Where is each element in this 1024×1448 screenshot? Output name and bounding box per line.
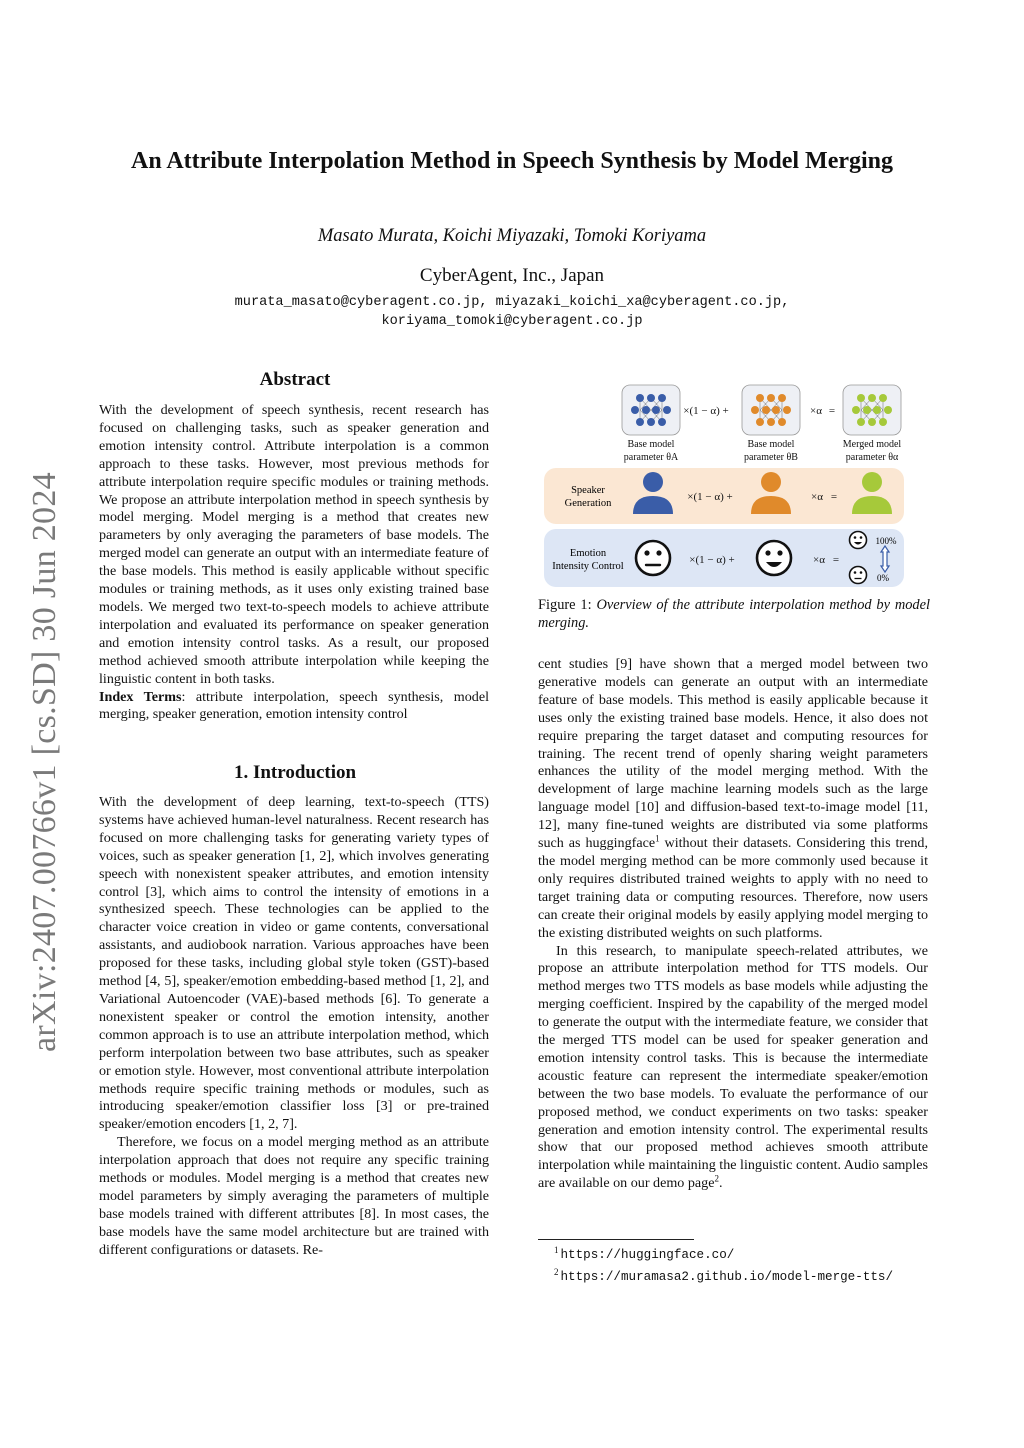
percent-top: 100% — [875, 536, 897, 546]
op-alpha: ×α — [811, 491, 823, 503]
footnote — [538, 1264, 958, 1286]
email-line: koriyama_tomoki@cyberagent.co.jp — [381, 314, 643, 329]
arxiv-stamp — [20, 462, 70, 1062]
index-terms-label: Index Terms — [99, 688, 182, 705]
op-one-minus-alpha: ×(1 − α) + — [683, 405, 729, 417]
affiliation: CyberAgent, Inc., Japan — [419, 265, 605, 286]
footnote-link[interactable]: https://muramasa2.github.io/model-merge-tts/ — [560, 1270, 894, 1285]
abstract-body: With the development of speech synthesis, recent research has focused on challenging tasks, such as speaker generation and emotion intensity control. Attribute interpolation is a common approach to these tasks. However, most previous methods for attribute interpolation require specific modules or training methods. We propose an attribute interpolation method in speech synthesis by model merging. Model merging is a method that creates new parameters by only averaging the parameters of base models. The merged model can generate an output with an intermediate feature of the base models. This method is easily applicable without specific modules or training methods, as it uses only existing trained base models. We merged two text-to-speech models to achieve attribute interpolation and evaluated its performance on speaker generation and emotion intensity control tasks. As a result, our proposed method achieved smooth attribute interpolation while keeping the linguistic content in both tasks. — [99, 402, 489, 687]
author-emails — [60, 293, 964, 331]
abstract-section — [99, 402, 489, 724]
figure-1-diagram — [538, 380, 930, 590]
speaker-row-label: Speaker — [571, 485, 605, 496]
merged-model-network-icon — [843, 385, 901, 435]
right-column-text — [538, 656, 928, 1193]
paper-title: An Attribute Interpolation Method in Speech Synthesis by Model Merging — [130, 148, 894, 174]
emotion-row-label: Emotion — [569, 548, 607, 559]
emotion-row-label: Intensity Control — [552, 561, 624, 572]
base-model-b-network-icon — [742, 385, 800, 435]
footnotes — [538, 1242, 958, 1286]
body-paragraph — [538, 656, 928, 943]
happy-face-icon — [757, 541, 791, 575]
base-b-label: Base model — [747, 439, 795, 450]
speaker-row-label: Generation — [564, 498, 612, 509]
introduction-heading: 1. Introduction — [233, 762, 357, 783]
base-a-label: Base model — [627, 439, 675, 450]
introduction-section — [99, 794, 489, 1260]
merged-label: Merged model — [842, 439, 902, 450]
index-terms — [99, 689, 489, 725]
figure-1-caption — [538, 596, 930, 632]
intro-paragraph: Therefore, we focus on a model merging method as an attribute interpolation approach that does not require any specific training methods or modules. Model merging is a method that creates new model parameters by simply averaging the parameters of multiple base models trained with different attributes [8]. In most cases, the base models have the same model architecture but are trained with different configurations or datasets. Re- — [99, 1134, 489, 1258]
footnote-divider — [538, 1239, 694, 1240]
email-line: murata_masato@cyberagent.co.jp, miyazaki_koichi_xa@cyberagent.co.jp, — [234, 295, 790, 310]
index-terms-text: : attribute interpolation, speech synthesis, model merging, speaker generation, emotion intensity control — [99, 688, 490, 723]
intro-paragraph: With the development of deep learning, text-to-speech (TTS) systems have achieved human-level naturalness. Recent research has focused on more challenging tasks for generating variety types of voices, such as speaker generation [1, 2], which involves generating speech with nonexistent speaker attributes, and emotion intensity control [3], which aims to control the intensity of emotions in a synthesized speech. These technologies can be applied to the character voice creation in video or game contents, conversational assistants, and audiobook narration. Various approaches have been proposed for these tasks, including global style token (GST)-based method [4, 5], speaker/emotion embedding-based method [1, 2], and Variational Autoencoder (VAE)-based methods [6]. To generate a nonexistent speaker or control the emotion intensity, another common approach is to use an attribute interpolation method, which perform interpolation between two base attributes, such as speaker or emotion style. However, most conventional attribute interpolation methods require specific training methods or modules, such as introducing speaker/emotion classifier loss [3] or pre-trained speaker/emotion encoders [1, 2, 7]. — [99, 794, 489, 1133]
abstract-heading: Abstract — [259, 369, 331, 390]
base-model-a-network-icon — [622, 385, 680, 435]
small-happy-face-icon — [850, 532, 867, 549]
footnote-mark: 1 — [655, 833, 660, 844]
body-text: . — [718, 1175, 723, 1192]
op-one-minus-alpha: ×(1 − α) + — [689, 554, 735, 566]
op-one-minus-alpha: ×(1 − α) + — [687, 491, 733, 503]
body-text: In this research, to manipulate speech-related attributes, we propose an attribute interpolation method for TTS models. Our method merges two TTS models as base models while adjusting the merging coefficient. Inspired by the capability of the merged model to generate the output with the intermediate feature, we consider that the merged TTS model can be used for speaker generation and emotion intensity control tasks. This is because the intermediate acoustic feature can represent the intermediate speaker/emotion between the two base models. To evaluate the performance of our proposed method, we conduct experiments on two tasks: speaker generation and emotion intensity control. The experimental results show that our proposed method achieves smooth attribute interpolation while maintaining the linguistic content. Audio samples are available on our demo page — [538, 942, 928, 1192]
body-text: without their datasets. Considering this trend, the model merging method can be more commonly used because it only requires distributed trained weights to apply with no need to target training data or computing resources. Therefore, now users can create their original models by easily applying model merging to the existing distributed weights on such platforms. — [538, 835, 928, 941]
op-alpha: ×α — [813, 554, 825, 566]
caption-text: Overview of the attribute interpolation method by model merging. — [538, 597, 930, 631]
small-neutral-face-icon — [850, 567, 867, 584]
op-equals: = — [828, 405, 836, 417]
footnote — [538, 1242, 958, 1264]
footnote-number: 2 — [554, 1267, 559, 1278]
base-a-param: parameter θA — [623, 452, 679, 463]
arxiv-stamp-text: arXiv:2407.00766v1 [cs.SD] 30 Jun 2024 — [26, 472, 63, 1052]
op-equals: = — [832, 554, 840, 566]
author-list: Masato Murata, Koichi Miyazaki, Tomoki Koriyama — [317, 226, 707, 246]
neutral-face-icon — [636, 541, 670, 575]
op-equals: = — [830, 491, 838, 503]
footnote-number: 1 — [554, 1245, 559, 1255]
caption-prefix: Figure 1: — [538, 597, 597, 613]
merged-param: parameter θα — [845, 452, 899, 463]
footnote-mark: 2 — [714, 1173, 719, 1184]
body-paragraph — [538, 943, 928, 1194]
base-b-param: parameter θB — [744, 452, 798, 463]
op-alpha: ×α — [810, 405, 822, 417]
footnote-link[interactable]: https://huggingface.co/ — [560, 1248, 735, 1263]
body-text: cent studies [9] have shown that a merged model between two generative models can generate an output with an intermediate feature of base models. This method is easily applicable because it uses only the existing trained base models. Hence, it also does not require preparing the target dataset and computing resources for training. The recent trend of openly sharing weight parameters enhances the utility of the model merging method. With the development of large machine learning models such as the large language model [10] and diffusion-based text-to-image model [11, 12], many fine-tuned weights are distributed via some platforms such as huggingface — [538, 656, 928, 852]
percent-bottom: 0% — [877, 573, 889, 583]
